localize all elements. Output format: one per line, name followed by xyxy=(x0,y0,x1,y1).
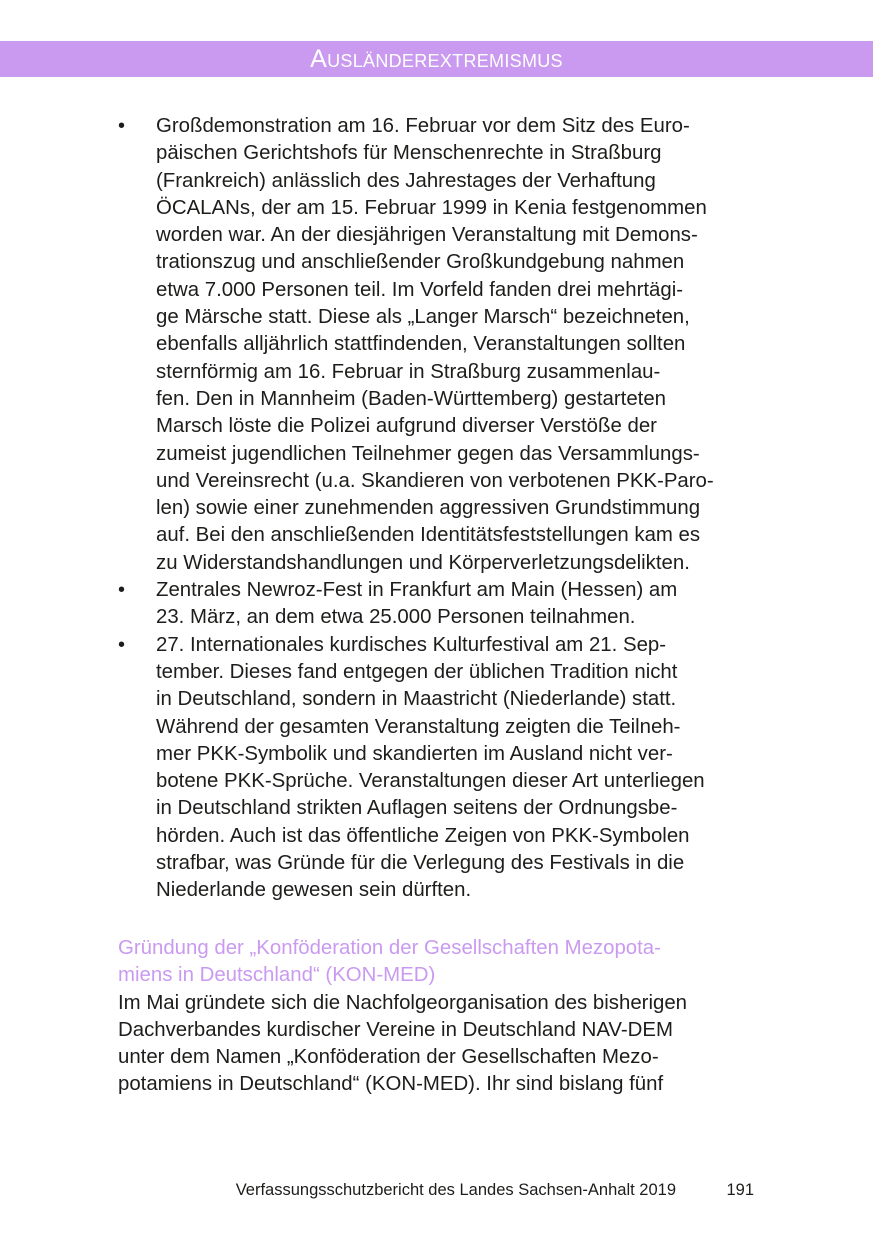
text-line: ge Märsche statt. Diese als „Langer Marsch“ bezeichneten, xyxy=(156,306,690,329)
event-bullet-list xyxy=(118,113,758,905)
page-footer xyxy=(0,1181,875,1205)
text-line: 23. März, an dem etwa 25.000 Personen teilnahmen. xyxy=(156,606,636,629)
kon-med-section xyxy=(118,935,758,1099)
text-line: etwa 7.000 Personen teil. Im Vorfeld fanden drei mehrtägi- xyxy=(156,278,684,301)
text-line: mer PKK-Symbolik und skandierten im Ausland nicht ver- xyxy=(156,742,673,765)
bullet-icon: • xyxy=(118,115,126,137)
text-line: fen. Den in Mannheim (Baden-Württemberg) gestarteten xyxy=(156,387,667,410)
text-line: botene PKK-Sprüche. Veranstaltungen dieser Art unterliegen xyxy=(156,770,705,793)
chapter-title: Ausländerextremismus xyxy=(310,45,563,73)
text-line: (Frankreich) anlässlich des Jahrestages der Verhaftung xyxy=(156,169,656,192)
text-line: unter dem Namen „Konföderation der Gesellschaften Mezo- xyxy=(118,1046,659,1069)
text-line: tember. Dieses fand entgegen der üblichen Tradition nicht xyxy=(156,660,678,683)
text-line: zumeist jugendlichen Teilnehmer gegen das Versammlungs- xyxy=(156,442,700,465)
text-line: zu Widerstandshandlungen und Körperverletzungsdelikten. xyxy=(156,551,690,574)
text-line: len) sowie einer zunehmenden aggressiven Grundstimmung xyxy=(156,497,701,520)
text-line: ÖCALANs, der am 15. Februar 1999 in Kenia festgenommen xyxy=(156,196,707,219)
section-heading xyxy=(118,935,758,990)
text-line: Marsch löste die Polizei aufgrund diverser Verstöße der xyxy=(156,415,657,438)
chapter-header-bar xyxy=(0,41,873,77)
text-line: in Deutschland, sondern in Maastricht (Niederlande) statt. xyxy=(156,688,677,711)
text-line: Zentrales Newroz-Fest in Frankfurt am Main (Hessen) am xyxy=(156,579,678,602)
text-line: Während der gesamten Veranstaltung zeigten die Teilneh- xyxy=(156,715,681,738)
section-body xyxy=(118,990,758,1099)
text-line: 27. Internationales kurdisches Kulturfestival am 21. Sep- xyxy=(156,633,667,656)
bullet-icon: • xyxy=(118,579,126,602)
page-number: 191 xyxy=(726,1181,754,1199)
text-line: hörden. Auch ist das öffentliche Zeigen von PKK-Symbolen xyxy=(156,824,690,847)
heading-line: miens in Deutschland“ (KON-MED) xyxy=(118,964,436,987)
bullet-item-kulturfestival xyxy=(118,632,758,905)
text-line: ebenfalls alljährlich stattfindenden, Veranstaltungen sollten xyxy=(156,333,686,356)
text-line: strafbar, was Gründe für die Verlegung des Festivals in die xyxy=(156,852,685,875)
text-line: Niederlande gewesen sein dürften. xyxy=(156,879,472,902)
bullet-icon: • xyxy=(118,633,126,656)
text-line: und Vereinsrecht (u.a. Skandieren von verbotenen PKK-Paro- xyxy=(156,469,714,492)
text-line: sternförmig am 16. Februar in Straßburg zusammenlau- xyxy=(156,360,661,383)
heading-line: Gründung der „Konföderation der Gesellschaften Mezopota- xyxy=(118,937,661,959)
bullet-item-newroz xyxy=(118,577,758,632)
text-line: auf. Bei den anschließenden Identitätsfeststellungen kam es xyxy=(156,524,701,547)
bullet-item-strassburg xyxy=(118,113,758,577)
text-line: worden war. An der diesjährigen Veranstaltung mit Demons- xyxy=(156,224,698,247)
text-line: in Deutschland strikten Auflagen seitens der Ordnungsbe- xyxy=(156,797,678,820)
text-line: trationszug und anschließender Großkundgebung nahmen xyxy=(156,251,685,274)
footer-publication-title: Verfassungsschutzbericht des Landes Sachsen-Anhalt 2019 xyxy=(235,1181,676,1199)
text-line: päischen Gerichtshofs für Menschenrechte in Straßburg xyxy=(156,142,662,165)
text-line: Im Mai gründete sich die Nachfolgeorganisation des bisherigen xyxy=(118,991,688,1014)
text-line: Dachverbandes kurdischer Vereine in Deutschland NAV-DEM xyxy=(118,1018,673,1041)
text-line: potamiens in Deutschland“ (KON-MED). Ihr sind bislang fünf xyxy=(118,1073,664,1096)
text-line: Großdemonstration am 16. Februar vor dem Sitz des Euro- xyxy=(156,115,690,137)
